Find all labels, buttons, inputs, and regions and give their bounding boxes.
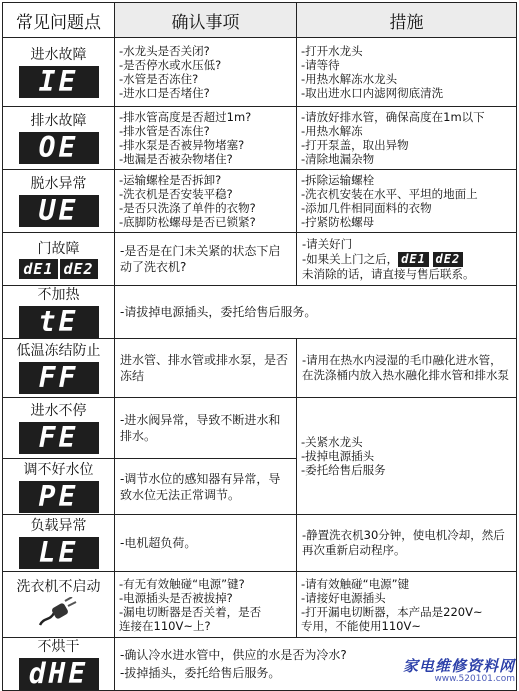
error-code-display: LE: [19, 537, 99, 569]
table-row: [3, 398, 517, 459]
fault-cell: [3, 38, 115, 107]
watermark: [383, 655, 515, 684]
span-line: -拔掉插头，委托给售后服务。: [120, 666, 281, 680]
table-row: [3, 286, 517, 339]
check-cell: [115, 572, 297, 638]
fault-cell: [3, 286, 115, 339]
header-check: 确认事项: [115, 3, 297, 38]
table-row: [3, 572, 517, 638]
error-code-display: dE2: [433, 252, 464, 267]
fault-table: [2, 2, 517, 691]
measure-line: -添加几件相同面料的衣物: [301, 201, 432, 215]
fault-name: 脱水异常: [30, 176, 87, 192]
header-measures: 措施: [297, 3, 517, 38]
measure-line: -用热水解冻: [301, 124, 363, 138]
check-line: -是否停水或水压低?: [119, 58, 222, 72]
error-code-display: FE: [19, 422, 99, 454]
fault-cell: [3, 515, 115, 572]
measures-cell: -请用在热水内浸湿的毛巾融化进水管，在洗涤桶内放入热水融化排水管和排水泵: [297, 339, 517, 398]
measure-line: -请等待: [301, 58, 340, 72]
header-faults: 常见问题点: [3, 3, 115, 38]
check-line: -排水管高度是否超过1m?: [119, 110, 252, 124]
error-code-display: OE: [19, 132, 99, 164]
measure-line: -请关好门: [302, 236, 353, 251]
measure-line: 未消除的话，请直接与售后联系。: [302, 266, 475, 281]
fault-name: 洗衣机不启动: [16, 579, 101, 595]
check-cell: -调节水位的感知器有异常，导致水位无法正常调节。: [115, 459, 297, 515]
measure-line: -打开漏电切断器，本产品是220V~: [301, 604, 483, 619]
check-cell: [115, 107, 297, 170]
table-row: [3, 38, 517, 107]
measure-line: -请接好电源插头: [301, 590, 386, 605]
check-line: -洗衣机是否安装平稳?: [119, 187, 233, 201]
table-row: [3, 515, 517, 572]
table-row: [3, 107, 517, 170]
header-row: [3, 3, 517, 38]
fault-cell: [3, 170, 115, 233]
measure-line: -关紧水龙头: [301, 435, 363, 449]
measure-line: -请放好排水管，确保高度在1m以下: [301, 110, 485, 124]
check-line: -进水口是否堵住?: [119, 86, 210, 100]
measure-line: -取出进水口内滤网彻底清洗: [301, 86, 444, 100]
fault-name: 不加热: [37, 287, 80, 303]
measure-line: -打开水龙头: [301, 44, 363, 58]
watermark-title: 家电维修资料网: [402, 657, 515, 675]
measure-line: -用热水解冻水龙头: [301, 72, 398, 86]
measures-cell: [297, 233, 517, 286]
error-code-display: dE1: [19, 259, 57, 279]
measures-cell: [297, 170, 517, 233]
check-cell: [115, 38, 297, 107]
fault-name: 排水故障: [30, 113, 87, 129]
fault-name: 门故障: [37, 240, 80, 257]
check-line: -有无有效触碰“电源”键?: [119, 576, 245, 591]
measure-line: -打开泵盖，取出异物: [301, 138, 409, 152]
check-cell: [115, 170, 297, 233]
error-code-display: FF: [19, 362, 99, 394]
measure-line: -洗衣机安装在水平、平坦的地面上: [301, 187, 478, 201]
error-code-display: tE: [19, 306, 99, 338]
measures-cell: [297, 107, 517, 170]
measure-line: -清除地漏杂物: [301, 152, 375, 166]
power-plug-icon: [36, 597, 82, 627]
measures-cell: [297, 572, 517, 638]
check-cell: -电机超负荷。: [115, 515, 297, 572]
check-line: -地漏是否被杂物堵住?: [119, 152, 233, 166]
fault-cell: [3, 233, 115, 286]
span-cell: -请拔掉电源插头，委托给售后服务。: [115, 286, 517, 339]
fault-name: 低温冻结防止: [16, 343, 101, 359]
check-line: -是否只洗涤了单件的衣物?: [119, 201, 256, 215]
measure-line: -拆除运输螺栓: [301, 173, 375, 187]
fault-cell: [3, 339, 115, 398]
fault-cell: [3, 459, 115, 515]
table-row: [3, 233, 517, 286]
measure-line: -拔掉电源插头: [301, 449, 375, 463]
check-line: -排水管是否冻住?: [119, 124, 210, 138]
check-line: -漏电切断器是否关着，是否: [119, 604, 262, 619]
fault-cell: [3, 572, 115, 638]
fault-name: 进水不停: [30, 403, 87, 419]
check-line: -运输螺栓是否拆卸?: [119, 173, 222, 187]
check-line: -底脚防松螺母是否已锁紧?: [119, 215, 256, 229]
error-code-display: UE: [19, 195, 99, 227]
measure-line: -请有效触碰“电源”键: [301, 576, 410, 591]
error-code-display: dE2: [60, 259, 98, 279]
check-line: 连接在110V~上?: [119, 618, 211, 633]
measures-cell: [297, 38, 517, 107]
check-line: -水龙头是否关闭?: [119, 44, 210, 58]
span-line: -确认冷水进水管中，供应的水是否为冷水?: [120, 648, 347, 662]
fault-cell: [3, 107, 115, 170]
fault-name: 调不好水位: [23, 461, 94, 478]
measure-line: -拧紧防松螺母: [301, 215, 375, 229]
table-row: [3, 170, 517, 233]
check-cell: 进水管、排水管或排水泵，是否冻结: [115, 339, 297, 398]
check-line: -电源插头是否被拔掉?: [119, 590, 233, 605]
fault-name: 不烘干: [37, 639, 80, 655]
fault-cell: [3, 398, 115, 459]
measure-line: 专用，不能使用110V~: [301, 618, 421, 633]
check-line: -水管是否冻住?: [119, 72, 199, 86]
error-code-display: IE: [19, 66, 99, 98]
error-code-display: dE1: [398, 252, 429, 267]
watermark-url: www.520101.com: [434, 674, 515, 684]
measures-cell: -静置洗衣机30分钟，使电机冷却，然后再次重新启动程序。: [297, 515, 517, 572]
fault-name: 进水故障: [30, 47, 87, 63]
error-code-display: PE: [19, 481, 99, 513]
measure-line: -如果关上门之后， dE1 dE2: [302, 252, 511, 267]
check-cell: -进水阀异常，导致不断进水和排水。: [115, 398, 297, 459]
fault-cell: [3, 638, 115, 691]
shared-measures-cell: [297, 398, 517, 515]
error-code-display: dHE: [19, 658, 99, 690]
check-line: -排水泵是否被异物堵塞?: [119, 138, 245, 152]
fault-name: 负载异常: [30, 518, 87, 534]
check-cell: -是否是在门未关紧的状态下启动了洗衣机?: [115, 233, 297, 286]
measure-line: -委托给售后服务: [301, 463, 386, 477]
table-row: [3, 339, 517, 398]
